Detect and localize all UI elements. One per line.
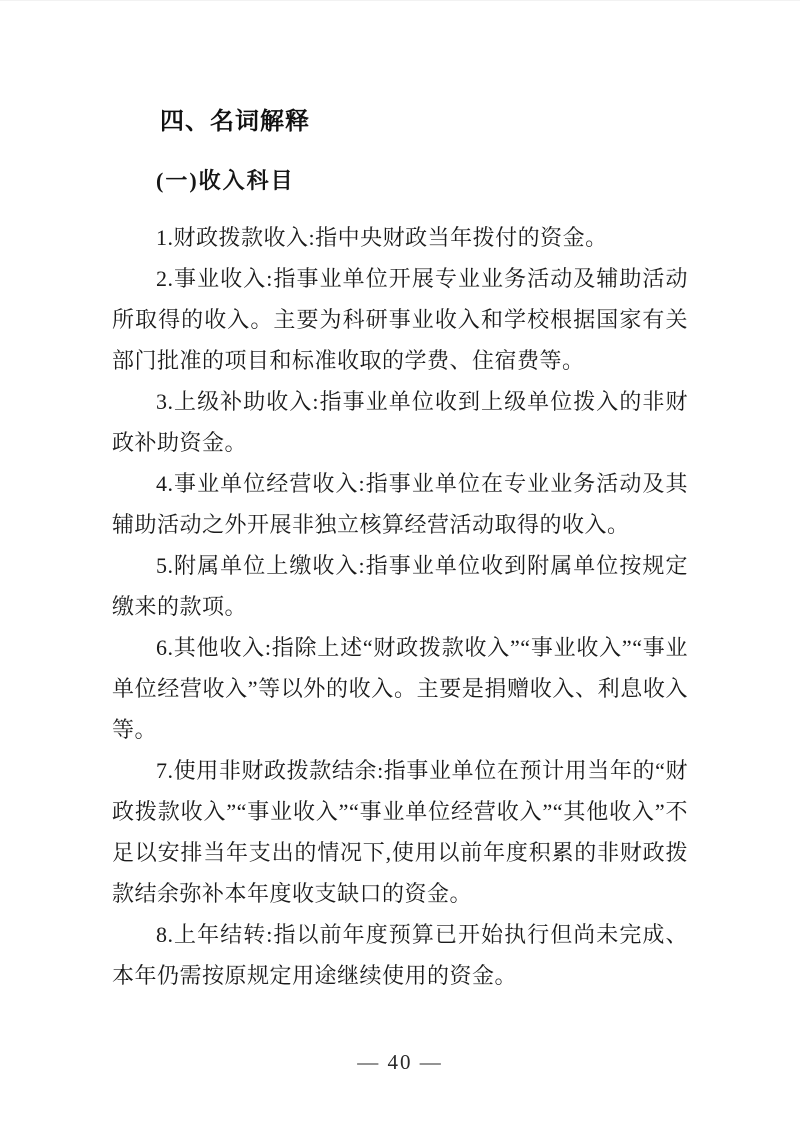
paragraph-1: 1.财政拨款收入:指中央财政当年拨付的资金。: [156, 225, 608, 250]
paragraph-7: 7.使用非财政拨款结余:指事业单位在预计用当年的“财政拨款收入”“事业收入”“事业单位经营收入”“其他收入”不足以安排当年支出的情况下,使用以前年度积累的非财政拨款结余弥补本年度收支缺口的资金。: [112, 758, 688, 906]
section-title: 四、名词解释: [160, 108, 310, 135]
paragraph-2: 2.事业收入:指事业单位开展专业业务活动及辅助活动所取得的收入。主要为科研事业收入和学校根据国家有关部门批准的项目和标准收取的学费、住宿费等。: [112, 266, 688, 373]
paragraph-8: 8.上年结转:指以前年度预算已开始执行但尚未完成、本年仍需按原规定用途继续使用的资金。: [112, 922, 688, 988]
paragraph-3: 3.上级补助收入:指事业单位收到上级单位拨入的非财政补助资金。: [112, 389, 688, 455]
paragraph-6: 6.其他收入:指除上述“财政拨款收入”“事业收入”“事业单位经营收入”等以外的收入。主要是捐赠收入、利息收入等。: [112, 635, 688, 742]
page-number: — 40 —: [357, 1050, 443, 1074]
page-footer: [0, 1050, 800, 1075]
document-body: [112, 217, 688, 996]
paragraph-5: 5.附属单位上缴收入:指事业单位收到附属单位按规定缴来的款项。: [112, 553, 688, 619]
subsection-title: (一)收入科目: [156, 168, 295, 193]
paragraph-4: 4.事业单位经营收入:指事业单位在专业业务活动及其辅助活动之外开展非独立核算经营活动取得的收入。: [112, 471, 688, 537]
